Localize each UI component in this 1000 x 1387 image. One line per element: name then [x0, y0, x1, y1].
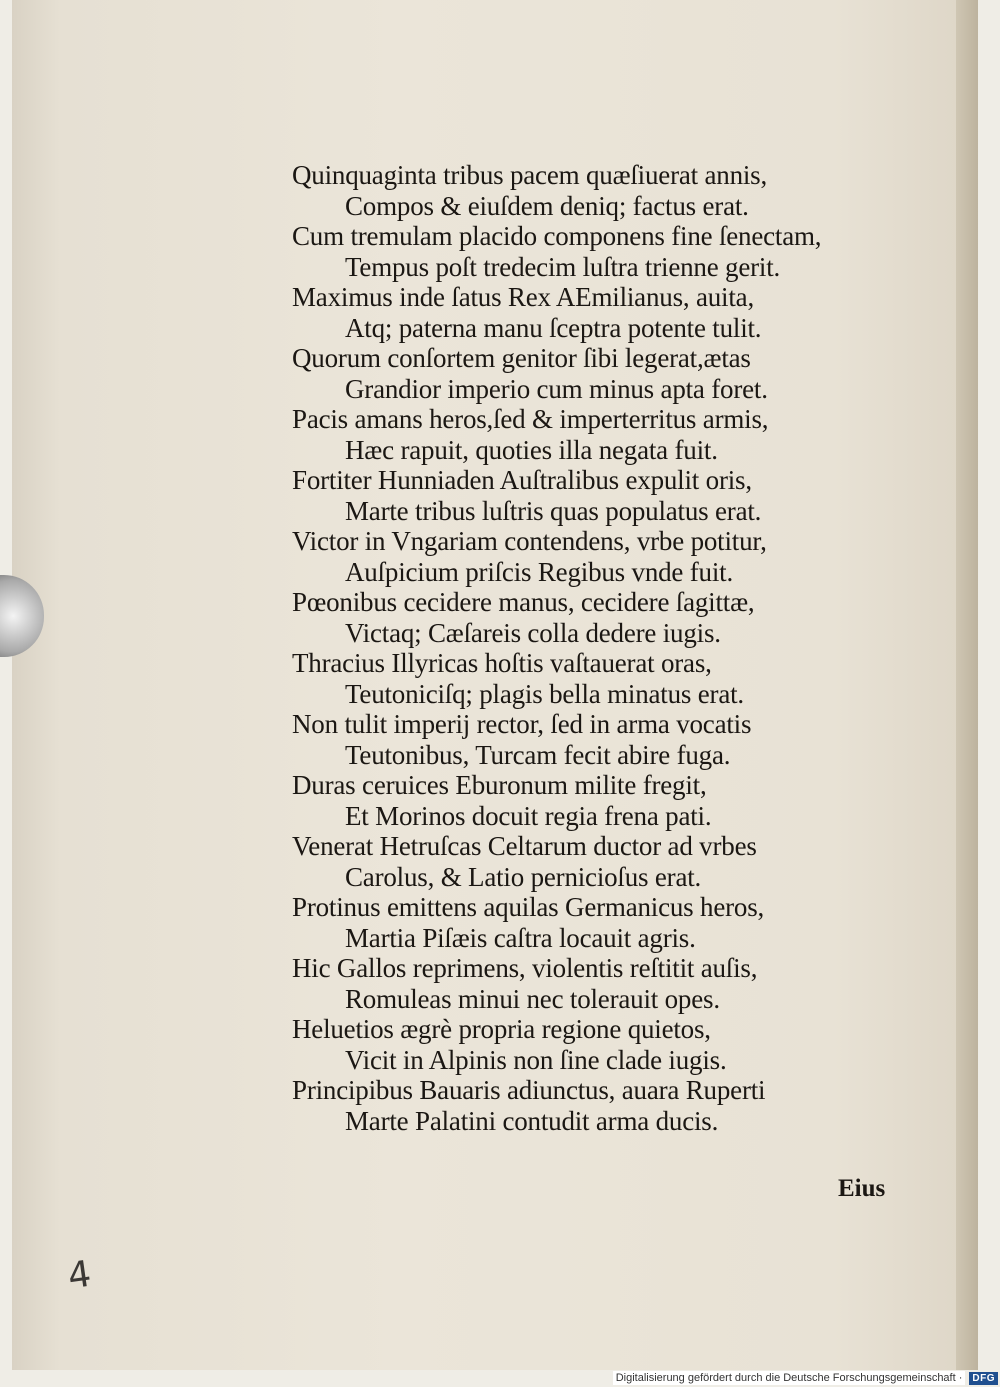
hexameter-line: Fortiter Hunniaden Auſtralibus expulit oris, — [292, 465, 752, 495]
pentameter-line: Teutoniciſq; plagis bella minatus erat. — [345, 678, 744, 709]
pentameter-line: Victaq; Cæſareis colla dedere iugis. — [345, 617, 721, 648]
pentameter-line: Martia Piſæis caſtra locauit agris. — [345, 922, 696, 953]
pentameter-line: Et Morinos docuit regia frena pati. — [345, 800, 712, 831]
hexameter-line: Pacis amans heros,ſed & imperterritus armis, — [292, 404, 769, 434]
handwritten-page-mark: 4 — [65, 1253, 94, 1298]
pentameter-line: Compos & eiuſdem deniq; factus erat. — [345, 190, 749, 221]
pentameter-line: Teutonibus, Turcam fecit abire fuga. — [345, 739, 731, 770]
digitization-footer — [613, 1371, 998, 1385]
pentameter-line: Marte Palatini contudit arma ducis. — [345, 1105, 719, 1136]
pentameter-line: Auſpicium priſcis Regibus vnde fuit. — [345, 556, 734, 587]
pentameter-line: Marte tribus luſtris quas populatus erat. — [345, 495, 762, 526]
pentameter-line: Atq; paterna manu ſceptra potente tulit. — [345, 312, 762, 343]
hexameter-line: Thracius Illyricas hoſtis vaſtauerat oras, — [292, 648, 712, 678]
hexameter-line: Venerat Hetruſcas Celtarum ductor ad vrbes — [292, 831, 757, 861]
pentameter-line: Vicit in Alpinis non ſine clade iugis. — [345, 1044, 727, 1075]
hexameter-line: Hic Gallos reprimens, violentis reſtitit auſis, — [292, 953, 758, 983]
pentameter-line: Romuleas minui nec tolerauit opes. — [345, 983, 720, 1014]
hexameter-line: Heluetios ægrè propria regione quietos, — [292, 1014, 711, 1044]
pentameter-line: Hæc rapuit, quoties illa negata fuit. — [345, 434, 718, 465]
hexameter-line: Victor in Vngariam contendens, vrbe potitur, — [292, 526, 767, 556]
hexameter-line: Quinquaginta tribus pacem quæſiuerat annis, — [292, 160, 768, 190]
hexameter-line: Maximus inde ſatus Rex AEmilianus, auita, — [292, 282, 754, 312]
hexameter-line: Duras ceruices Eburonum milite fregit, — [292, 770, 707, 800]
pentameter-line: Grandior imperio cum minus apta foret. — [345, 373, 768, 404]
hexameter-line: Cum tremulam placido componens fine ſenectam, — [292, 221, 822, 251]
hexameter-line: Non tulit imperij rector, ſed in arma vocatis — [292, 709, 752, 739]
hexameter-line: Pœonibus cecidere manus, cecidere ſagittæ, — [292, 587, 755, 617]
dfg-logo-icon: DFG — [969, 1372, 998, 1385]
hexameter-line: Quorum conſortem genitor ſibi legerat,ætas — [292, 343, 751, 373]
catchword: Eius — [838, 1175, 886, 1202]
hexameter-line: Protinus emittens aquilas Germanicus heros, — [292, 892, 765, 922]
pentameter-line: Tempus poſt tredecim luſtra trienne gerit. — [345, 251, 781, 282]
hexameter-line: Principibus Bauaris adiunctus, auara Ruperti — [292, 1075, 766, 1105]
footer-credit: Digitalisierung gefördert durch die Deutsche Forschungsgemeinschaft · — [613, 1371, 966, 1385]
pentameter-line: Carolus, & Latio pernicioſus erat. — [345, 861, 702, 892]
